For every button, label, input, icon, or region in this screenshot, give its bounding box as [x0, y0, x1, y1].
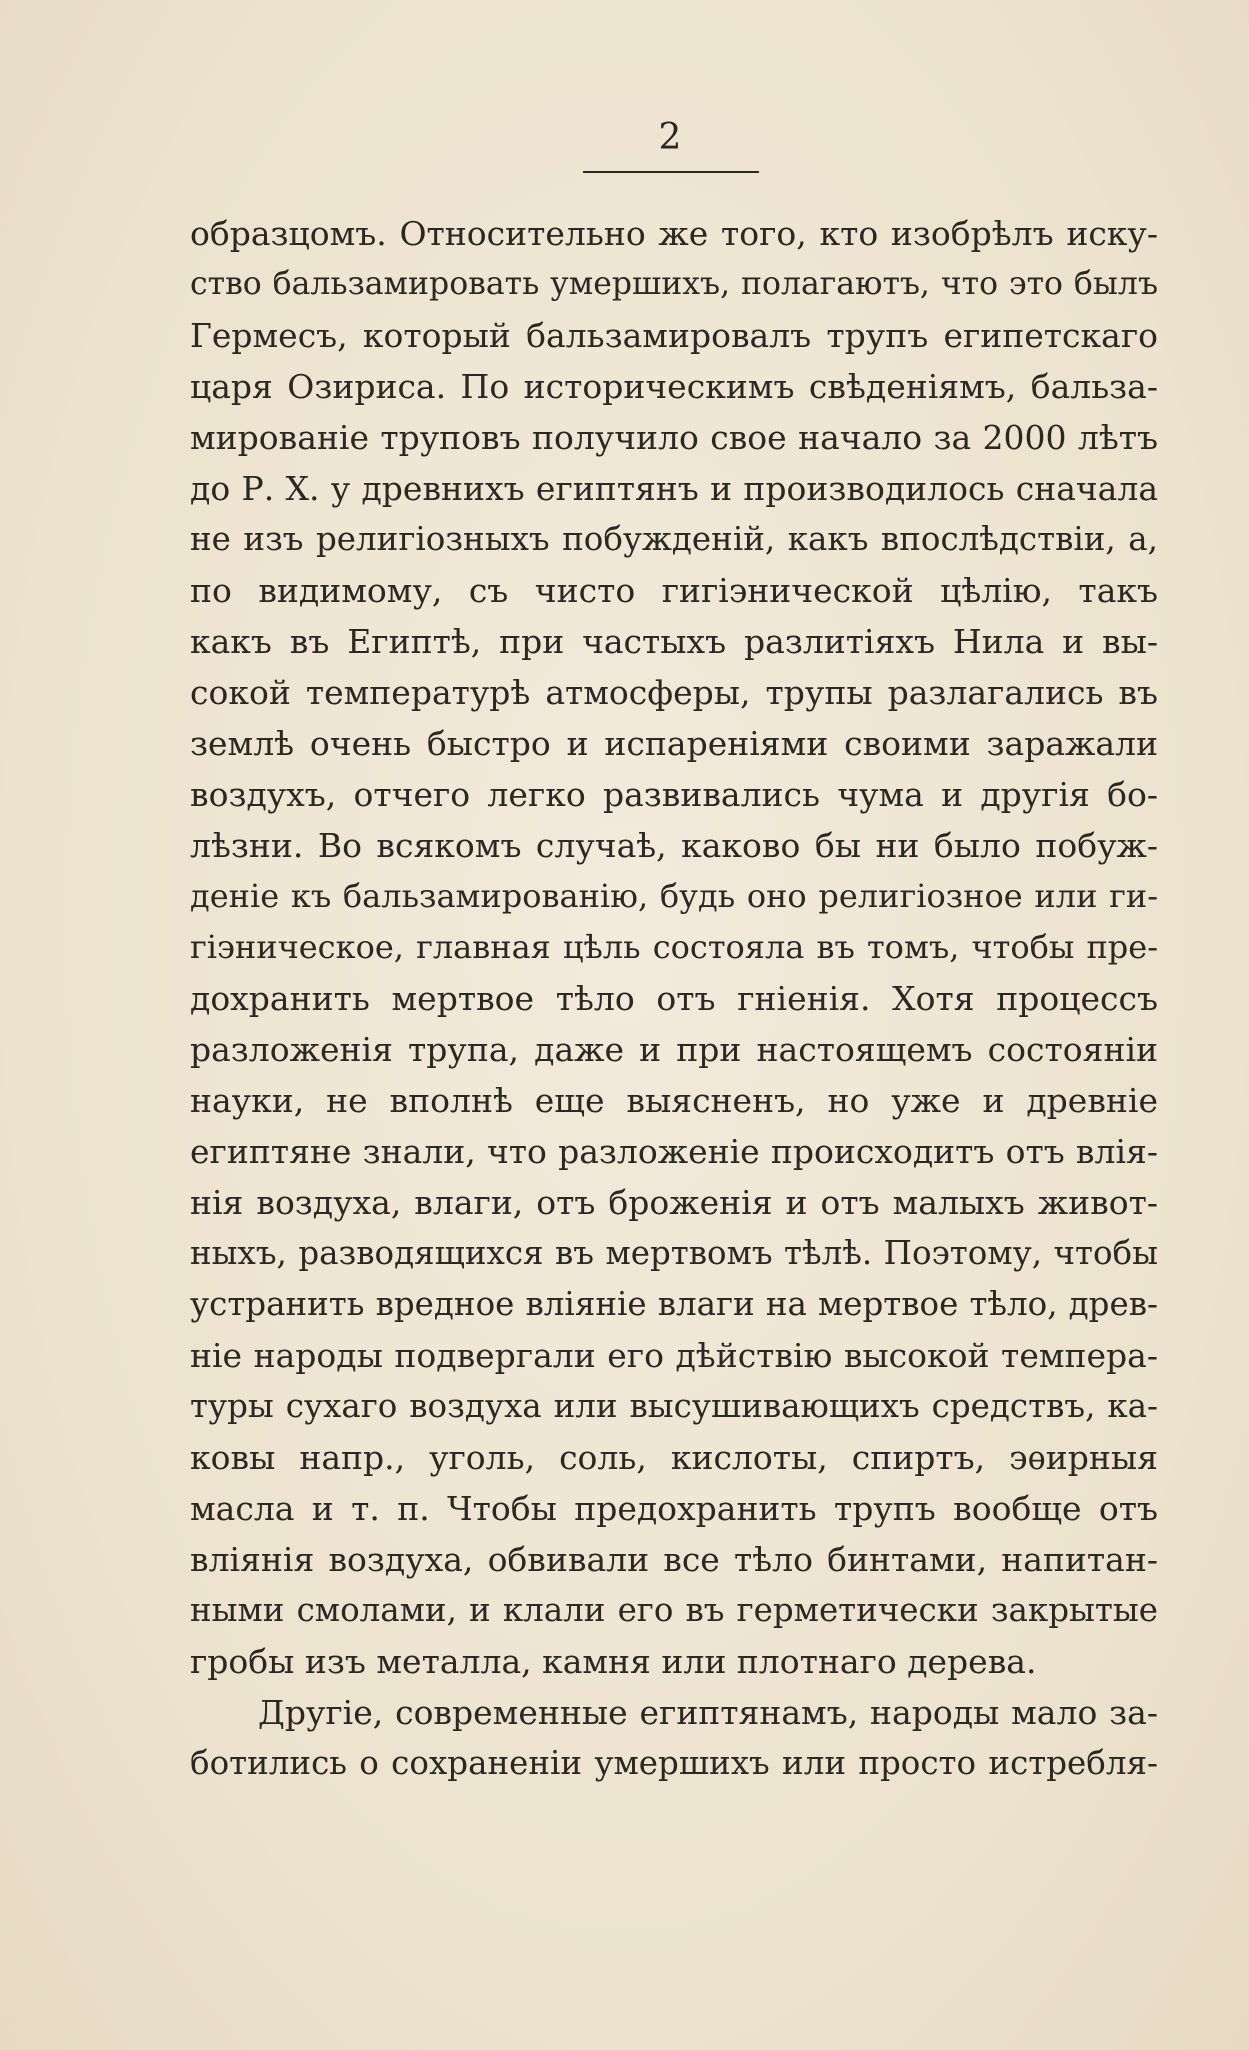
text-line: мированіе труповъ получило свое начало за 2000 лѣтъ [190, 418, 1158, 457]
paragraph-start-line: Другіе, современные египтянамъ, народы мало за- [258, 1693, 1158, 1732]
text-line: деніе къ бальзамированію, будь оно религіозное или ги- [190, 877, 1158, 915]
text-line: устранить вредное вліяніе влаги на мертвое тѣло, древ- [190, 1285, 1158, 1323]
text-line: ніе народы подвергали его дѣйствію высокой темпера- [190, 1336, 1158, 1375]
header-rule [583, 171, 759, 173]
text-line: лѣзни. Во всякомъ случаѣ, каково бы ни было побуж- [190, 826, 1158, 865]
text-line: до Р. Х. у древнихъ египтянъ и производилось сначала [190, 469, 1158, 508]
text-line: нія воздуха, влаги, отъ броженія и отъ малыхъ живот- [190, 1183, 1158, 1222]
text-line: разложенія трупа, даже и при настоящемъ состояніи [190, 1030, 1158, 1069]
text-line: землѣ очень быстро и испареніями своими заражали [190, 724, 1158, 763]
text-line: Гермесъ, который бальзамировалъ трупъ египетскаго [190, 316, 1158, 355]
text-line: ныхъ, разводящихся въ мертвомъ тѣлѣ. Поэтому, чтобы [190, 1234, 1158, 1272]
text-line: какъ въ Египтѣ, при частыхъ разлитіяхъ Нила и вы- [190, 622, 1158, 661]
text-line: дохранить мертвое тѣло отъ гніенія. Хотя процессъ [190, 979, 1158, 1018]
text-line: ботились о сохраненіи умершихъ или просто истребля- [190, 1744, 1158, 1782]
text-line: воздухъ, отчего легко развивались чума и другія бо- [190, 775, 1158, 814]
text-line: науки, не вполнѣ еще выясненъ, но уже и древніе [190, 1081, 1158, 1120]
text-line: царя Озириса. По историческимъ свѣденіямъ, бальза- [190, 367, 1158, 406]
text-line: гіэническое, главная цѣль состояла въ томъ, чтобы пре- [190, 928, 1158, 966]
text-line: вліянія воздуха, обвивали все тѣло бинтами, напитан- [190, 1540, 1158, 1579]
text-line: туры сухаго воздуха или высушивающихъ средствъ, ка- [190, 1387, 1158, 1425]
text-line: образцомъ. Относительно же того, кто изобрѣлъ иску- [190, 214, 1158, 253]
text-line: ство бальзамировать умершихъ, полагаютъ, что это былъ [190, 266, 1158, 302]
body-text [190, 208, 1158, 1789]
text-line: египтяне знали, что разложеніе происходитъ отъ влія- [190, 1132, 1158, 1171]
text-line: по видимому, съ чисто гигіэнической цѣлію, такъ [190, 571, 1158, 610]
text-line: сокой температурѣ атмосферы, трупы разлагались въ [190, 673, 1158, 712]
text-line: не изъ религіозныхъ побужденій, какъ впослѣдствіи, а, [190, 520, 1158, 558]
text-line: ными смолами, и клали его въ герметически закрытые [190, 1591, 1158, 1629]
page-number: 2 [658, 117, 682, 158]
text-line: гробы изъ металла, камня или плотнаго дерева. [190, 1642, 1037, 1681]
text-line: ковы напр., уголь, соль, кислоты, спиртъ, эѳирныя [190, 1438, 1158, 1477]
text-line: масла и т. п. Чтобы предохранить трупъ вообще отъ [190, 1489, 1158, 1528]
